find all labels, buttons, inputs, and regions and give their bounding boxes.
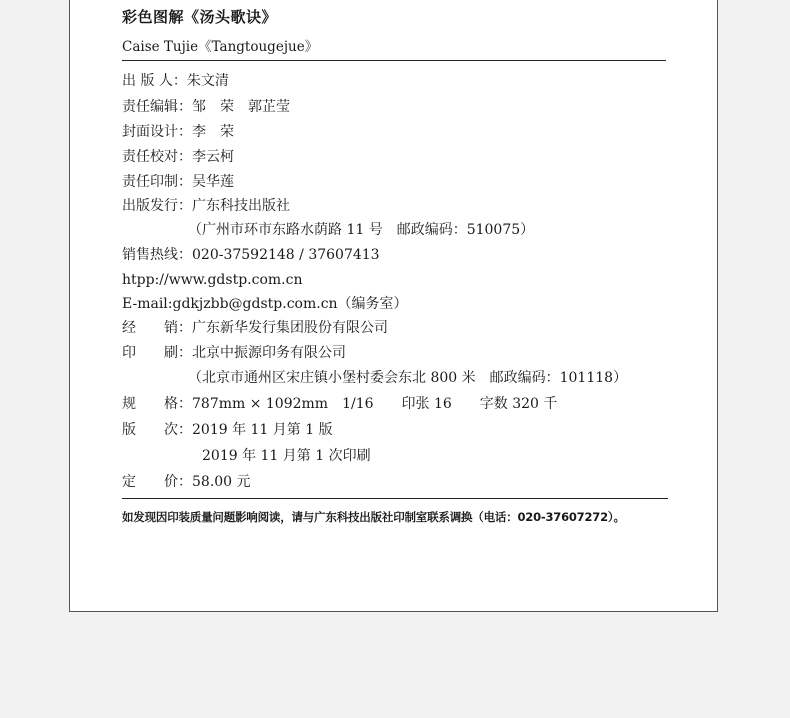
book-title-chinese: 彩色图解《汤头歌诀》 <box>122 8 278 26</box>
price: 定 价：58.00 元 <box>122 474 251 490</box>
top-divider <box>122 60 666 61</box>
distributor: 经 销：广东新华发行集团股份有限公司 <box>122 320 388 336</box>
email-link[interactable]: E-mail:gdkjzbb@gdstp.com.cn（编务室） <box>122 296 408 312</box>
copyright-page <box>69 0 718 612</box>
sales-hotline: 销售热线：020-37592148 / 37607413 <box>122 247 380 263</box>
printer-address: （北京市通州区宋庄镇小堡村委会东北 800 米 邮政编码：101118） <box>188 370 628 386</box>
credit-cover-design: 封面设计：李 荣 <box>122 124 234 140</box>
credit-proofreader: 责任校对：李云柯 <box>122 149 234 165</box>
website-link[interactable]: htpp://www.gdstp.com.cn <box>122 272 303 288</box>
format-specs: 规 格：787mm × 1092mm 1/16 印张 16 字数 320 千 <box>122 396 558 412</box>
quality-notice: 如发现因印装质量问题影响阅读，请与广东科技出版社印制室联系调换（电话：020-37607272）。 <box>122 510 625 524</box>
credit-print-supervisor: 责任印制：吴华莲 <box>122 174 234 190</box>
book-title-pinyin: Caise Tujie《Tangtougejue》 <box>122 39 319 55</box>
bottom-divider <box>122 498 668 499</box>
printer: 印 刷：北京中振源印务有限公司 <box>122 345 346 361</box>
credit-publisher: 出版发行：广东科技出版社 <box>122 198 290 214</box>
publisher-address: （广州市环市东路水荫路 11 号 邮政编码：510075） <box>188 222 535 238</box>
printing-date: 2019 年 11 月第 1 次印刷 <box>202 448 371 464</box>
edition: 版 次：2019 年 11 月第 1 版 <box>122 422 333 438</box>
credit-publisher-person: 出 版 人：朱文清 <box>122 73 229 89</box>
credit-editors: 责任编辑：邹 荣 郭芷莹 <box>122 99 290 115</box>
